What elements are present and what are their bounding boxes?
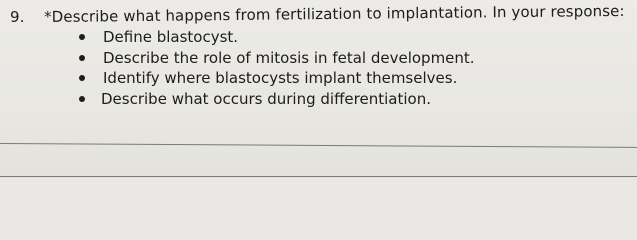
question-number: 9. [10,8,25,26]
bullet-icon [79,55,85,61]
answer-line[interactable] [0,176,637,177]
answer-line[interactable] [0,143,637,148]
question-prompt: *Describe what happens from fertilization to implantation. In your response: [44,1,625,26]
bullet-icon [79,75,85,81]
bullet-icon [79,34,85,40]
bullet-text: Describe what occurs during differentiation. [101,90,431,108]
bullet-icon [79,96,85,102]
bullet-text: Define blastocyst. [103,28,239,46]
bullet-text: Identify where blastocysts implant themselves. [103,69,458,87]
bullet-text: Describe the role of mitosis in fetal development. [103,49,475,67]
